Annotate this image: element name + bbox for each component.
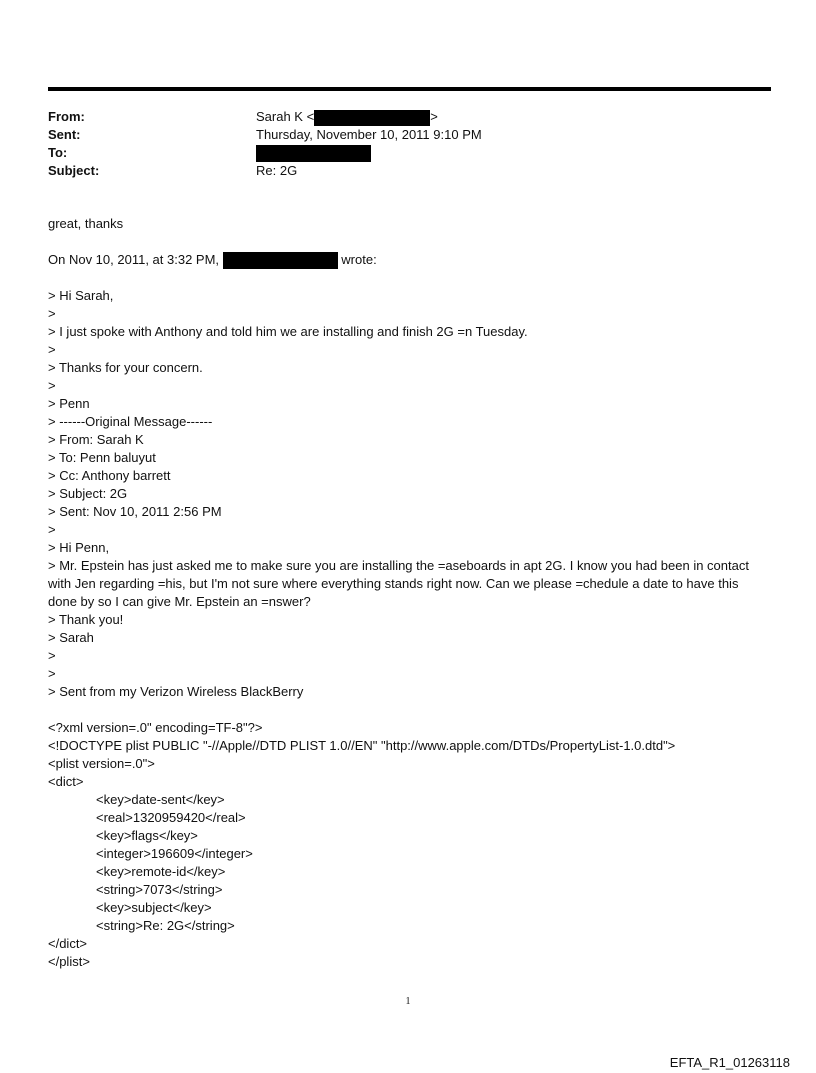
xml-line: </dict>: [48, 936, 88, 951]
quoted-line: > Thanks for your concern.: [48, 360, 203, 375]
quoted-line: > Sarah: [48, 630, 94, 645]
attribution-suffix: wrote:: [341, 252, 377, 267]
quoted-line: > Hi Sarah,: [48, 288, 114, 303]
xml-line: <plist version=.0">: [48, 756, 155, 771]
xml-line: <key>remote-id</key>: [96, 864, 226, 879]
plist-dict: [48, 791, 768, 935]
from-close: >: [430, 109, 438, 124]
quoted-line: >: [48, 342, 56, 357]
redaction-block: [314, 110, 430, 126]
quoted-line: >: [48, 522, 56, 537]
redaction-block: [223, 252, 338, 269]
quoted-line: > Sent: Nov 10, 2011 2:56 PM: [48, 504, 222, 519]
xml-line: <!DOCTYPE plist PUBLIC "-//Apple//DTD PLIST 1.0//EN" "http://www.apple.com/DTDs/PropertyList-1.0.dtd">: [48, 738, 676, 753]
quoted-line: > Cc: Anthony barrett: [48, 468, 171, 483]
from-value: [256, 108, 438, 126]
quoted-line: > Hi Penn,: [48, 540, 110, 555]
sent-label: Sent:: [48, 127, 81, 142]
quoted-line: > Sent from my Verizon Wireless BlackBerry: [48, 684, 304, 699]
quote-attribution: [48, 251, 768, 269]
from-label: From:: [48, 109, 85, 124]
xml-line: <key>date-sent</key>: [96, 792, 225, 807]
quoted-line: >: [48, 306, 56, 321]
attribution-prefix: On Nov 10, 2011, at 3:32 PM,: [48, 252, 220, 267]
xml-line: <string>7073</string>: [96, 882, 223, 897]
quoted-message: [48, 287, 768, 557]
plist-xml: [48, 719, 768, 791]
to-value: [256, 144, 371, 162]
subject-label: Subject:: [48, 163, 100, 178]
bates-number: EFTA_R1_01263118: [669, 1055, 790, 1070]
xml-line: <real>1320959420</real>: [96, 810, 246, 825]
quoted-line: > From: Sarah K: [48, 432, 144, 447]
page-number: 1: [405, 996, 411, 1007]
xml-line: <dict>: [48, 774, 84, 789]
quoted-line: > ------Original Message------: [48, 414, 213, 429]
quoted-paragraph: > Mr. Epstein has just asked me to make sure you are installing the =aseboards in apt 2G. I know you had been in contact with Jen regarding =his, but I'm not sure where everything stands right now. Can we please =chedule a date to have this done by so I can give Mr. Epstein an =nswer?: [48, 558, 749, 609]
quoted-line: > Subject: 2G: [48, 486, 128, 501]
quoted-line: > Penn: [48, 396, 90, 411]
xml-line: <key>flags</key>: [96, 828, 198, 843]
xml-line: </plist>: [48, 954, 90, 969]
subject-value: Re: 2G: [256, 163, 298, 178]
xml-line: <string>Re: 2G</string>: [96, 918, 235, 933]
xml-line: <?xml version=.0" encoding=TF-8"?>: [48, 720, 263, 735]
plist-end: [48, 935, 768, 971]
xml-line: <integer>196609</integer>: [96, 846, 253, 861]
xml-line: <key>subject</key>: [96, 900, 212, 915]
header-rule: [48, 87, 771, 91]
email-body: [48, 215, 768, 971]
sent-value: Thursday, November 10, 2011 9:10 PM: [256, 127, 482, 142]
quoted-line: > To: Penn baluyut: [48, 450, 156, 465]
quoted-line: > Thank you!: [48, 612, 124, 627]
quoted-line: >: [48, 666, 56, 681]
quoted-line: >: [48, 648, 56, 663]
quoted-line: >: [48, 378, 56, 393]
quoted-line: > I just spoke with Anthony and told him we are installing and finish 2G =n Tuesday.: [48, 324, 528, 339]
quoted-message-end: [48, 611, 768, 701]
from-name: Sarah K <: [256, 109, 315, 124]
redaction-block: [256, 145, 371, 162]
to-label: To:: [48, 145, 68, 160]
reply-text: great, thanks: [48, 216, 124, 231]
